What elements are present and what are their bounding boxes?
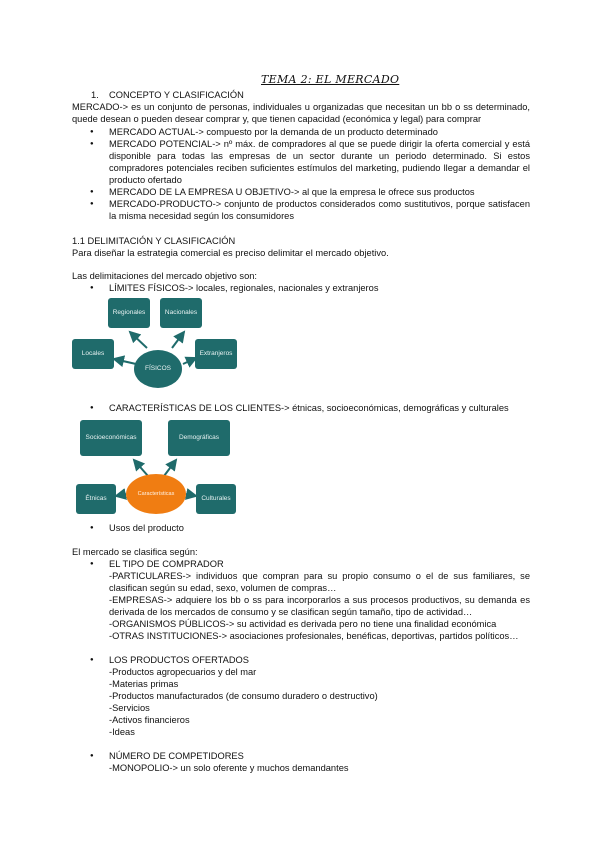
producto-item: -Productos manufacturados (de consumo duradero o destructivo): [109, 691, 378, 701]
subsection-intro: Para diseñar la estrategia comercial es preciso delimitar el mercado objetivo.: [72, 248, 389, 258]
tipo-particulares: -PARTICULARES-> individuos que compran para su propio consumo o el de sus familiares, se clasifican según su edad, sexo, volumen de compras…: [109, 571, 530, 593]
subsection-heading: 1.1 DELIMITACIÓN Y CLASIFICACIÓN: [72, 236, 236, 246]
bullet-mercado-empresa: ● MERCADO DE LA EMPRESA U OBJETIVO-> al que la empresa le ofrece sus productos: [109, 186, 475, 198]
tipo-otras: -OTRAS INSTITUCIONES-> asociaciones profesionales, benéficas, deportivas, partidos políticos…: [109, 631, 519, 641]
bullet-caracteristicas: ● CARACTERÍSTICAS DE LOS CLIENTES-> étnicas, socioeconómicas, demográficas y culturales: [109, 402, 509, 414]
node-extranjeros: Extranjeros: [195, 339, 237, 369]
tipo-empresas: -EMPRESAS-> adquiere los bb o ss para incorporarlos a sus procesos productivos, su demanda es derivada de los mercados de consumo y se clasifican según tamaño, tipo de actividad…: [109, 595, 530, 617]
page-title: TEMA 2: EL MERCADO: [261, 73, 400, 86]
bullet-tipo-comprador: ● EL TIPO DE COMPRADOR: [109, 558, 224, 570]
producto-item: -Materias primas: [109, 679, 179, 689]
diagram-fisicos: [72, 296, 242, 392]
node-locales: Locales: [72, 339, 114, 369]
node-socioeconomicas: Socioeconómicas: [80, 420, 142, 456]
bullet-mercado-potencial: ● MERCADO POTENCIAL-> nº máx. de compradores al que se puede dirigir la oferta comercial y está disponible para todas las empresas de un sector durante un periodo determinado. Si estos compradores potenciales reciben suficientes estímulos del marketing, pudiendo llegar a demandar el producto ofertado: [109, 138, 530, 186]
node-demograficas: Demográficas: [168, 420, 230, 456]
section-heading: CONCEPTO Y CLASIFICACIÓN: [109, 90, 244, 100]
center-fisicos: FÍSICOS: [134, 350, 182, 388]
bullet-productos-ofertados: ● LOS PRODUCTOS OFERTADOS: [109, 654, 249, 666]
center-caracteristicas: Características: [126, 474, 186, 514]
producto-item: -Productos agropecuarios y del mar: [109, 667, 257, 677]
mercado-definition: MERCADO-> es un conjunto de personas, individuales u organizadas que necesitan un bb o ss determinado, quede desean o pueden desear comprar y, que tienen capacidad (económica y legal) para comprar: [72, 102, 530, 124]
producto-item: -Activos financieros: [109, 715, 190, 725]
node-regionales: Regionales: [108, 298, 150, 328]
competidores-monopolio: -MONOPOLIO-> un solo oferente y muchos demandantes: [109, 763, 349, 773]
bullet-numero-competidores: ● NÚMERO DE COMPETIDORES: [109, 750, 244, 762]
producto-item: -Servicios: [109, 703, 150, 713]
bullet-mercado-producto: ● MERCADO-PRODUCTO-> conjunto de productos considerados como sustitutivos, porque satisfacen la misma necesidad según los consumidores: [109, 198, 530, 222]
clasificacion-intro: El mercado se clasifica según:: [72, 547, 198, 557]
diagram-caracteristicas: [76, 416, 236, 516]
delimitation-intro: Las delimitaciones del mercado objetivo son:: [72, 271, 258, 281]
node-etnicas: Étnicas: [76, 484, 116, 514]
node-culturales: Culturales: [196, 484, 236, 514]
bullet-mercado-actual: ● MERCADO ACTUAL-> compuesto por la demanda de un producto determinado: [109, 126, 438, 138]
tipo-organismos: -ORGANISMOS PÚBLICOS-> su actividad es derivada pero no tiene una finalidad económica: [109, 619, 497, 629]
bullet-limites-fisicos: ● LÍMITES FÍSICOS-> locales, regionales, nacionales y extranjeros: [109, 282, 378, 294]
section-number: 1.: [91, 90, 99, 100]
bullet-usos-producto: ● Usos del producto: [109, 522, 184, 534]
producto-item: -Ideas: [109, 727, 135, 737]
node-nacionales: Nacionales: [160, 298, 202, 328]
